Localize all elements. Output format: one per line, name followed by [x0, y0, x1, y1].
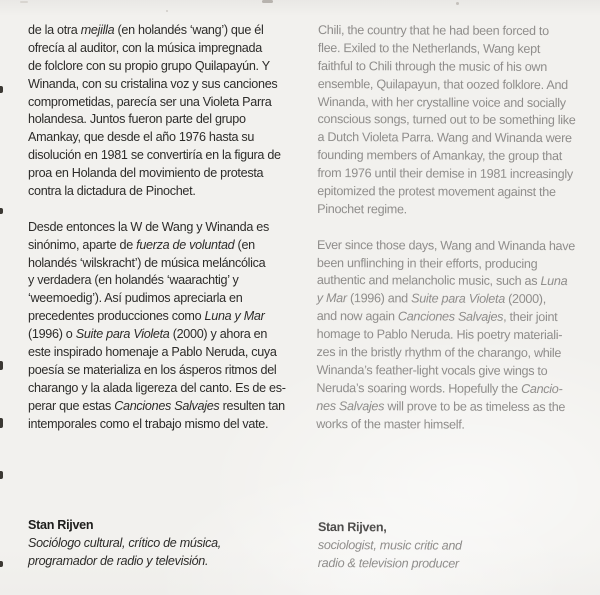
credit-role: [28, 534, 300, 570]
text-line: ofrecía al auditor, con la música impregnada: [28, 40, 262, 55]
text-line: Desde entonces la W de Wang y Winanda es: [28, 219, 269, 234]
text-line: intemporales como el trabajo mismo del vate.: [28, 416, 269, 431]
credit-role-line: sociologist, music critic and: [317, 537, 462, 553]
text-line: ‘weemoedig’). Así pudimos apreciarla en: [28, 291, 243, 306]
scan-speck: [456, 2, 459, 5]
scan-edge-mark: [0, 208, 3, 214]
text-line: faithful to Chili through the music of his own: [317, 58, 547, 74]
text-line: y verdadera (en holandés ‘waarachtig’ y: [28, 273, 239, 288]
text-line: and now again Canciones Salvajes, their joint: [316, 309, 558, 325]
text-line: nes Salvajes will prove to be as timeless as the: [316, 398, 566, 414]
credit-author-name: Stan Rijven: [28, 518, 94, 532]
text-line: perar que estas Canciones Salvajes resulten tan: [28, 398, 285, 413]
credit-role-line: Sociólogo cultural, crítico de música,: [28, 536, 221, 550]
scan-edge-mark: [0, 361, 3, 370]
text-line: Neruda’s soaring words. Hopefully the Cancio-: [316, 380, 563, 396]
text-line: epitomized the protest movement against the: [317, 184, 556, 200]
text-line: (1996) o Suite para Violeta (2000) y ahora en: [28, 327, 268, 342]
spanish-credit-block: [28, 516, 300, 570]
credit-role: [318, 536, 590, 573]
scan-speck: [166, 10, 168, 12]
paragraph-gap: [28, 201, 300, 219]
text-line: charango y la alada ligereza del canto. Es de es-: [28, 380, 286, 395]
text-line: Pinochet regime.: [317, 201, 407, 217]
credit-role-line: programador de radio y televisión.: [28, 554, 209, 568]
english-credit-block: [318, 518, 590, 573]
text-line: holandés ‘wilskracht’) de música meláncólica: [28, 255, 266, 270]
text-line: Winanda, with her crystalline voice and socially: [317, 94, 566, 110]
text-line: authentic and melancholic music, such as Luna: [316, 273, 568, 289]
text-line: conscious songs, turned out to be something like: [317, 112, 576, 128]
text-line: Winanda, con su cristalina voz y sus canciones: [28, 76, 278, 91]
credit-role-line: radio & television producer: [317, 555, 459, 571]
english-text-column: [316, 22, 590, 435]
text-line: de folclore con su propio grupo Quilapayún. Y: [28, 58, 270, 73]
text-line: founding members of Amankay, the group that: [317, 148, 562, 164]
scan-edge-mark: [0, 471, 3, 479]
text-line: precedentes producciones como Luna y Mar: [28, 309, 265, 324]
text-line: comprometidas, parecía ser una Violeta Parra: [28, 94, 272, 109]
scan-edge-mark: [0, 561, 3, 567]
text-line: a Dutch Violeta Parra. Wang and Winanda were: [317, 130, 572, 146]
text-line: holandesa. Juntos fueron parte del grupo: [28, 112, 246, 127]
scan-edge-mark: [0, 418, 3, 428]
text-line: y Mar (1996) and Suite para Violeta (2000),: [316, 291, 546, 307]
scan-speck: [262, 0, 273, 3]
text-line: homage to Pablo Neruda. His poetry materiali-: [316, 327, 563, 343]
text-line: contra la dictadura de Pinochet.: [28, 184, 196, 199]
text-line: Ever since those days, Wang and Winanda have: [316, 237, 576, 253]
text-line: flee. Exiled to the Netherlands, Wang kept: [317, 40, 541, 56]
text-line: Winanda’s feather-light vocals give wings to: [316, 362, 548, 378]
text-line: disolución en 1981 se convertiría en la figura de: [28, 148, 281, 163]
text-line: poesía se materializa en los ásperos ritmos del: [28, 362, 277, 377]
credit-author-name: Stan Rijven,: [317, 520, 387, 535]
paragraph-gap: [317, 219, 589, 238]
text-line: from 1976 until their demise in 1981 increasingly: [317, 166, 573, 182]
text-line: been unflinching in their efforts, producing: [316, 255, 538, 271]
spanish-text-column: [28, 22, 300, 433]
text-line: Chili, the country that he had been forced to: [317, 22, 549, 39]
text-line: Amankay, que desde el año 1976 hasta su: [28, 130, 255, 145]
text-line: works of the master himself.: [316, 416, 465, 432]
scan-edge-mark: [0, 86, 3, 93]
text-line: sinónimo, aparte de fuerza de voluntad (en: [28, 237, 255, 252]
text-line: este inspirado homenaje a Pablo Neruda, cuya: [28, 345, 277, 360]
text-line: zes in the bristly rhythm of the charango, while: [316, 345, 562, 361]
text-line: proa en Holanda del movimiento de protesta: [28, 166, 264, 181]
text-line: de la otra mejilla (en holandés ‘wang’) que él: [28, 23, 264, 37]
text-line: ensemble, Quilapayun, that oozed folklore. And: [317, 76, 568, 92]
scan-speck: [20, 1, 28, 3]
